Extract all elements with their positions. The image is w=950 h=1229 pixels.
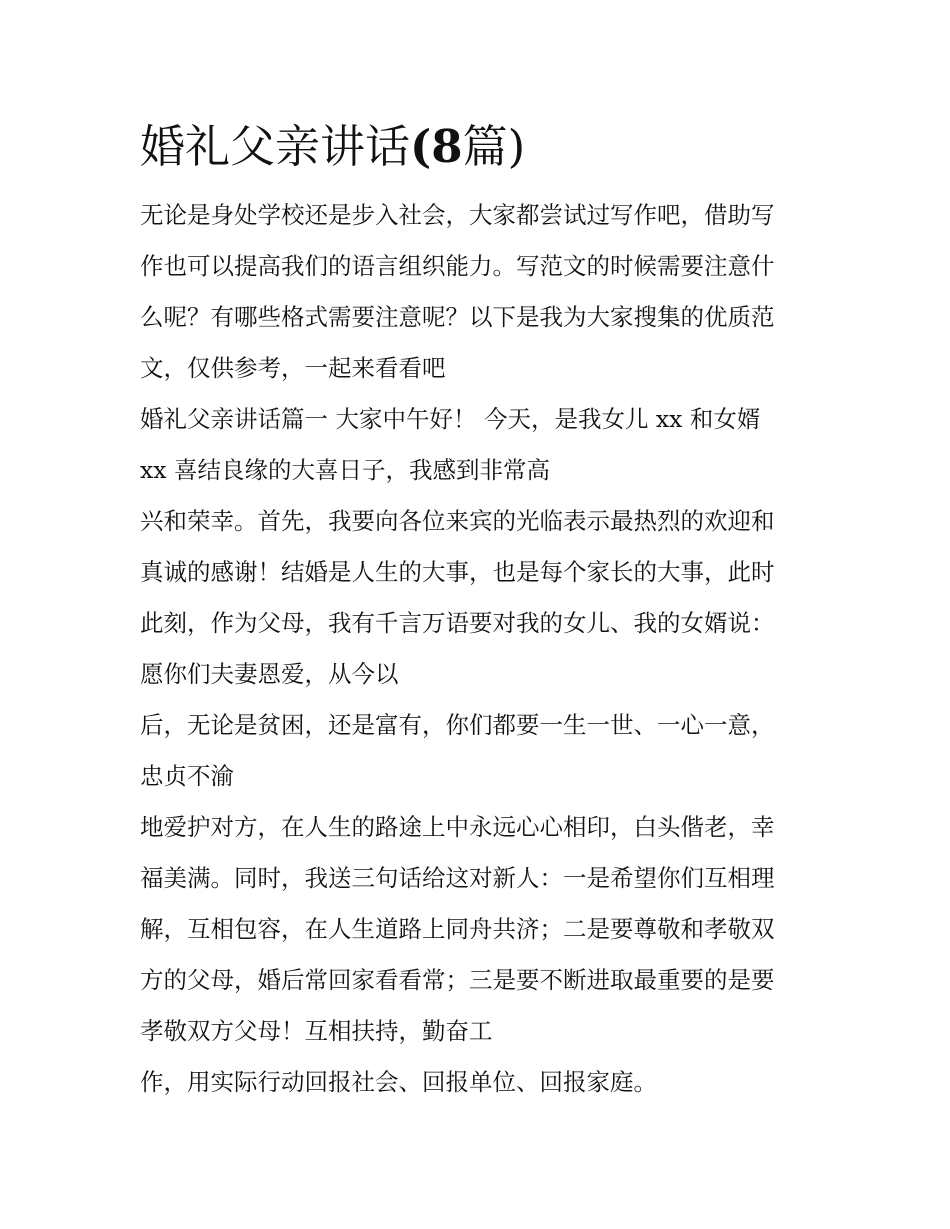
body-line: 作也可以提高我们的语言组织能力。写范文的时候需要注意什 (140, 252, 775, 280)
body-line: xx 喜结良缘的大喜日子，我感到非常高 (140, 456, 550, 484)
title-suffix: 篇) (462, 120, 526, 173)
body-line: 福美满。同时，我送三句话给这对新人：一是希望你们互相理 (140, 864, 775, 892)
body-line: 么呢？有哪些格式需要注意呢？以下是我为大家搜集的优质范 (140, 303, 775, 331)
body-line: 兴和荣幸。首先，我要向各位来宾的光临表示最热烈的欢迎和 (140, 507, 775, 535)
title-count: (8 (410, 120, 463, 173)
body-line: 无论是身处学校还是步入社会，大家都尝试过写作吧，借助写 (140, 201, 775, 229)
body-line: 解，互相包容，在人生道路上同舟共济；二是要尊敬和孝敬双 (140, 915, 775, 943)
body-line: 真诚的感谢！结婚是人生的大事，也是每个家长的大事，此时 (140, 558, 775, 586)
body-line: 后，无论是贫困，还是富有，你们都要一生一世、一心一意， (140, 711, 775, 739)
body-line: 此刻，作为父母，我有千言万语要对我的女儿、我的女婿说： (140, 609, 775, 637)
body-line: 作，用实际行动回报社会、回报单位、回报家庭。 (140, 1068, 657, 1096)
document-body (140, 190, 812, 1108)
body-line: 孝敬双方父母！互相扶持，勤奋工 (140, 1017, 493, 1045)
document-title (140, 118, 812, 176)
body-line: 愿你们夫妻恩爱，从今以 (140, 660, 399, 688)
title-text: 婚礼父亲讲话 (140, 120, 411, 173)
body-line: 地爱护对方，在人生的路途上中永远心心相印，白头偕老，幸 (140, 813, 775, 841)
body-line: 忠贞不渝 (140, 762, 234, 790)
body-line: 婚礼父亲讲话篇一 大家中午好！ 今天，是我女儿 xx 和女婿 (140, 405, 761, 433)
body-line: 方的父母，婚后常回家看看常；三是要不断进取最重要的是要 (140, 966, 775, 994)
body-line: 文，仅供参考，一起来看看吧 (140, 354, 446, 382)
document-page (140, 118, 812, 1108)
